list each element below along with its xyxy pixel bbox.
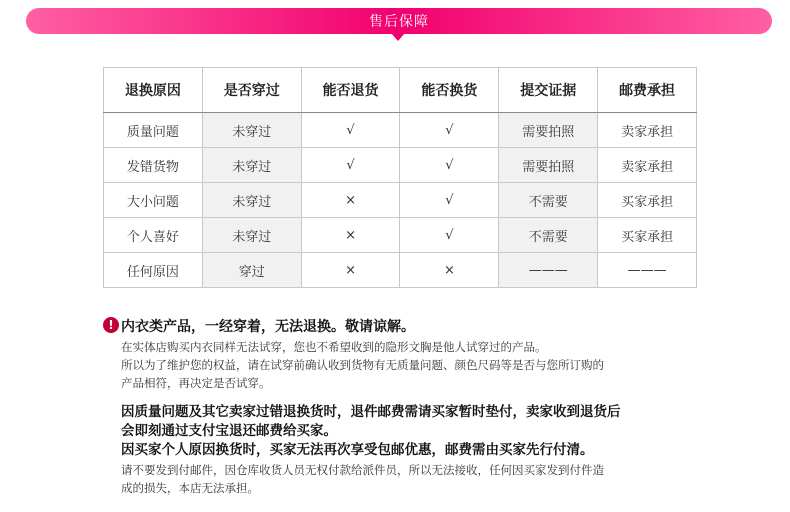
cell-shipping: ———: [598, 253, 697, 288]
header-shipping: 邮费承担: [598, 68, 697, 113]
cell-can-return: √: [301, 113, 400, 148]
table-row: [104, 218, 697, 253]
note-bold-text: 因买家个人原因换货时，买家无法再次享受包邮优惠，邮费需由买家先行付清。: [121, 442, 594, 458]
table-header-row: [104, 68, 697, 113]
table-row: [104, 113, 697, 148]
cell-worn: 未穿过: [202, 148, 301, 183]
return-policy-table: [103, 67, 697, 288]
cell-can-return: √: [301, 148, 400, 183]
header-reason: 退换原因: [104, 68, 203, 113]
notes-heading: 内衣类产品，一经穿着，无法退换。敬请谅解。: [121, 319, 415, 335]
cell-can-return: ×: [301, 218, 400, 253]
cell-evidence: 需要拍照: [499, 148, 598, 183]
header-evidence: 提交证据: [499, 68, 598, 113]
note-bold-text: 因质量问题及其它卖家过错退换货时，退件邮费需请买家暂时垫付，卖家收到退货后: [121, 404, 621, 420]
header-can-return: 能否退货: [301, 68, 400, 113]
note-text: 在实体店购买内衣同样无法试穿，您也不希望收到的隐形文胸是他人试穿过的产品。: [121, 340, 547, 354]
note-text: 成的损失，本店无法承担。: [121, 481, 259, 495]
table-row: [104, 253, 697, 288]
banner-title: 售后保障: [369, 14, 429, 30]
cell-can-exchange: √: [400, 218, 499, 253]
after-sales-banner: [26, 8, 772, 34]
cell-can-exchange: √: [400, 113, 499, 148]
cell-can-exchange: √: [400, 148, 499, 183]
banner-pointer: [391, 33, 405, 41]
cell-evidence: 需要拍照: [499, 113, 598, 148]
cell-worn: 穿过: [202, 253, 301, 288]
note-text: 产品相符，再决定是否试穿。: [121, 376, 271, 390]
cell-reason: 大小问题: [104, 183, 203, 218]
cell-can-return: ×: [301, 253, 400, 288]
cell-shipping: 卖家承担: [598, 113, 697, 148]
header-worn: 是否穿过: [202, 68, 301, 113]
note-bold-text: 会即刻通过支付宝退还邮费给买家。: [121, 423, 337, 439]
cell-shipping: 买家承担: [598, 218, 697, 253]
cell-can-return: ×: [301, 183, 400, 218]
note-text: 所以为了维护您的权益，请在试穿前确认收到货物有无质量问题、颜色尺码等是否与您所订购的: [121, 358, 604, 372]
cell-worn: 未穿过: [202, 218, 301, 253]
note-text: 请不要发到付邮件，因仓库收货人员无权付款给派件员，所以无法接收，任何因买家发到付件造: [121, 463, 604, 477]
cell-worn: 未穿过: [202, 113, 301, 148]
cell-shipping: 卖家承担: [598, 148, 697, 183]
cell-reason: 发错货物: [104, 148, 203, 183]
cell-can-exchange: √: [400, 183, 499, 218]
cell-evidence: ———: [499, 253, 598, 288]
cell-evidence: 不需要: [499, 218, 598, 253]
table-row: [104, 148, 697, 183]
cell-reason: 质量问题: [104, 113, 203, 148]
cell-shipping: 买家承担: [598, 183, 697, 218]
exclamation-circle-icon: !: [103, 317, 119, 333]
header-can-exchange: 能否换货: [400, 68, 499, 113]
cell-evidence: 不需要: [499, 183, 598, 218]
cell-reason: 任何原因: [104, 253, 203, 288]
cell-can-exchange: ×: [400, 253, 499, 288]
table-row: [104, 183, 697, 218]
cell-reason: 个人喜好: [104, 218, 203, 253]
cell-worn: 未穿过: [202, 183, 301, 218]
